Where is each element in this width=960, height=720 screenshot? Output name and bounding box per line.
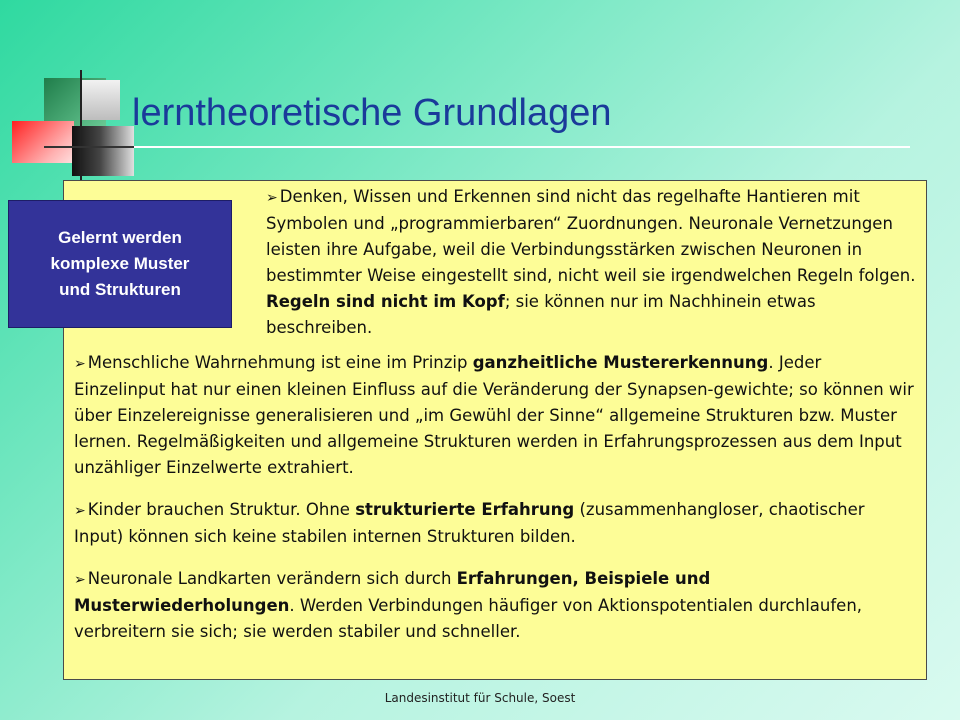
paragraph-emphasis: ganzheitliche Mustererkennung bbox=[472, 353, 769, 372]
bullet-paragraph-4 bbox=[74, 566, 916, 645]
arrow-bullet-icon: ➢ bbox=[266, 190, 278, 206]
bullet-paragraph-2 bbox=[74, 350, 916, 481]
paragraph-emphasis: Erfahrungen, Beispiele und Musterwiederholungen bbox=[74, 569, 711, 615]
callout-line-1: Gelernt werden bbox=[58, 228, 182, 247]
decor-vertical-line bbox=[80, 70, 82, 180]
callout-line-3: und Strukturen bbox=[59, 280, 181, 299]
bullet-paragraph-1 bbox=[266, 184, 918, 341]
paragraph-emphasis: Regeln sind nicht im Kopf bbox=[266, 292, 505, 311]
bullet-paragraph-3 bbox=[74, 497, 916, 550]
decor-red-square bbox=[12, 121, 74, 163]
arrow-bullet-icon: ➢ bbox=[74, 356, 86, 372]
paragraph-emphasis: strukturierte Erfahrung bbox=[355, 500, 575, 519]
paragraph-text: ; sie können nur im Nachhinein etwas beschreiben. bbox=[266, 292, 816, 337]
paragraph-text: Neuronale Landkarten verändern sich durch bbox=[87, 569, 457, 588]
paragraph-text: . Werden Verbindungen häufiger von Aktionspotentialen durchlaufen, verbreitern sie sich; sie werden stabiler und schneller. bbox=[74, 596, 863, 641]
paragraph-text: Denken, Wissen und Erkennen sind nicht das regelhafte Hantieren mit Symbolen und „programmierbaren“ Zuordnungen. Neuronale Vernetzungen leisten ihre Aufgabe, weil die Verbindungsstärken zwischen Neuronen in bestimmter Weise eingestellt sind, nicht weil sie irgendwelchen Regeln folgen. bbox=[266, 187, 916, 285]
decor-grey-square bbox=[82, 80, 120, 120]
paragraph-text: (zusammenhangloser, chaotischer Input) können sich keine stabilen internen Strukturen bilden. bbox=[74, 500, 865, 546]
paragraph-text: Kinder brauchen Struktur. Ohne bbox=[87, 500, 356, 519]
callout-line-2: komplexe Muster bbox=[50, 254, 190, 273]
callout-box bbox=[8, 200, 232, 328]
slide-title: lerntheoretische Grundlagen bbox=[132, 92, 612, 134]
slide-footer: Landesinstitut für Schule, Soest bbox=[384, 691, 576, 705]
paragraph-text: . Jeder Einzelinput hat nur einen kleinen Einfluss auf die Veränderung der Synapsen-gewichte; so können wir über Einzelereignisse generalisieren und „im Gewühl der Sinne“ allgemeine Strukturen bzw. Muster lernen. Regelmäßigkeiten und allgemeine Strukturen werden in Erfahrungsprozessen aus dem Input unzähliger Einzelwerte extrahiert. bbox=[74, 353, 914, 477]
paragraph-text: Menschliche Wahrnehmung ist eine im Prinzip bbox=[87, 353, 473, 372]
decor-horizontal-line bbox=[44, 146, 134, 148]
arrow-bullet-icon: ➢ bbox=[74, 503, 86, 519]
title-underline bbox=[44, 146, 910, 148]
arrow-bullet-icon: ➢ bbox=[74, 572, 86, 588]
